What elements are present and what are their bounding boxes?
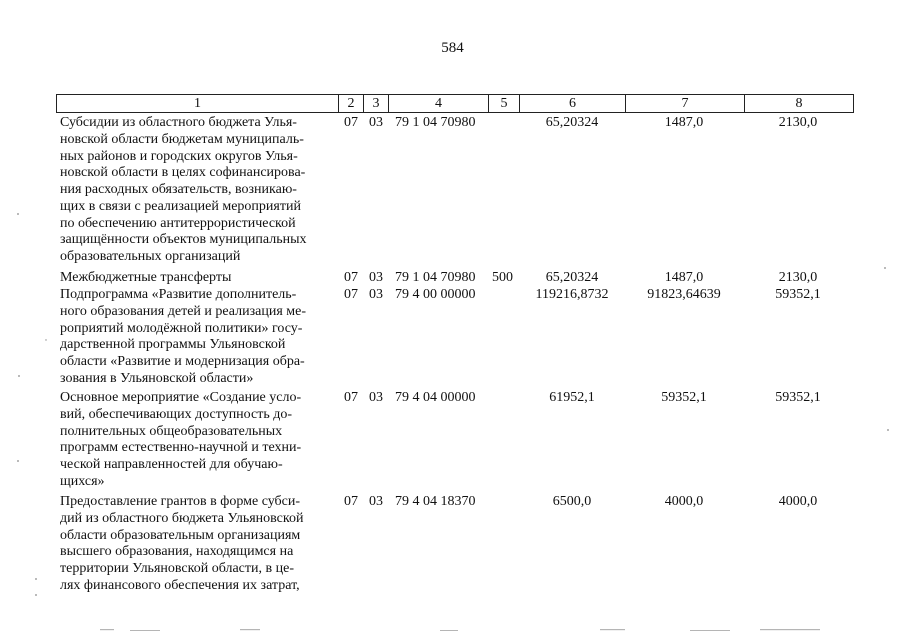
- name-line: роприятий молодёжной политики» госу-: [60, 320, 303, 336]
- section-code: 07: [344, 270, 358, 285]
- amount-col7: 91823,64639: [647, 287, 721, 302]
- subsection-code: 03: [369, 494, 383, 509]
- name-line: территории Ульяновской области, в це-: [60, 561, 294, 576]
- name-line: Подпрограмма «Развитие дополнитель-: [60, 287, 297, 302]
- target-article-code: 79 1 04 70980: [395, 115, 476, 130]
- section-code: 07: [344, 287, 358, 302]
- name-line: Межбюджетные трансферты: [60, 270, 232, 285]
- name-line: защищённости объектов муниципальных: [60, 232, 307, 248]
- name-line: ного образования детей и реализация ме-: [60, 303, 306, 319]
- name-line: Предоставление грантов в форме субси-: [60, 494, 301, 509]
- page-number: 584: [441, 40, 464, 56]
- section-code: 07: [344, 494, 358, 509]
- expense-type-code: 500: [492, 270, 513, 285]
- name-line: по обеспечению антитеррористической: [60, 215, 296, 231]
- amount-col7: 59352,1: [661, 390, 707, 405]
- name-line: зования в Ульяновской области»: [60, 370, 254, 386]
- amount-col8: 59352,1: [775, 390, 821, 405]
- subsection-code: 03: [369, 115, 383, 130]
- target-article-code: 79 4 04 00000: [395, 390, 476, 405]
- name-line: области образовательным организациям: [60, 527, 301, 543]
- name-line: Основное мероприятие «Создание усло-: [60, 390, 302, 405]
- name-line: высшего образования, находящимся на: [60, 544, 294, 560]
- subsection-code: 03: [369, 287, 383, 302]
- header-cell-3: 3: [363, 94, 389, 113]
- name-line: ных районов и городских округов Улья-: [60, 148, 298, 164]
- target-article-code: 79 4 00 00000: [395, 287, 476, 302]
- section-code: 07: [344, 390, 358, 405]
- name-line: области «Развитие и модернизация обра-: [60, 354, 305, 369]
- amount-col7: 4000,0: [664, 494, 704, 509]
- name-line: дий из областного бюджета Ульяновской: [60, 510, 304, 526]
- name-line: новской области бюджетам муниципаль-: [60, 131, 304, 147]
- amount-col6: 61952,1: [549, 390, 595, 405]
- header-cell-6: 6: [519, 94, 626, 113]
- amount-col8: 2130,0: [778, 115, 818, 130]
- name-line: полнительных общеобразовательных: [60, 423, 283, 439]
- amount-col6: 119216,8732: [535, 287, 609, 302]
- amount-col8: 59352,1: [775, 287, 821, 302]
- name-line: ческой направленностей для обучаю-: [60, 457, 283, 472]
- header-cell-4: 4: [388, 94, 489, 113]
- subsection-code: 03: [369, 390, 383, 405]
- target-article-code: 79 4 04 18370: [395, 494, 476, 509]
- amount-col7: 1487,0: [664, 270, 704, 285]
- amount-col6: 65,20324: [545, 270, 599, 285]
- header-cell-7: 7: [625, 94, 745, 113]
- header-cell-5: 5: [488, 94, 520, 113]
- name-line: образовательных организаций: [60, 249, 241, 264]
- amount-col6: 6500,0: [552, 494, 592, 509]
- amount-col8: 4000,0: [778, 494, 818, 509]
- section-code: 07: [344, 115, 358, 130]
- amount-col7: 1487,0: [664, 115, 704, 130]
- name-line: щихся»: [60, 473, 105, 489]
- header-cell-1: 1: [56, 94, 339, 113]
- header-cell-8: 8: [744, 94, 854, 113]
- name-line: программ естественно-научной и техни-: [60, 440, 302, 456]
- name-line: лях финансового обеспечения их затрат,: [60, 577, 300, 593]
- amount-col8: 2130,0: [778, 270, 818, 285]
- name-line: дарственной программы Ульяновской: [60, 337, 286, 353]
- name-line: Субсидии из областного бюджета Улья-: [60, 115, 297, 130]
- name-line: щих в связи с реализацией мероприятий: [60, 198, 301, 214]
- target-article-code: 79 1 04 70980: [395, 270, 476, 285]
- name-line: вий, обеспечивающих доступность до-: [60, 406, 293, 422]
- header-cell-2: 2: [338, 94, 364, 113]
- subsection-code: 03: [369, 270, 383, 285]
- amount-col6: 65,20324: [545, 115, 599, 130]
- name-line: новской области в целях софинансирова-: [60, 165, 306, 181]
- name-line: ния расходных обязательств, возникаю-: [60, 182, 297, 197]
